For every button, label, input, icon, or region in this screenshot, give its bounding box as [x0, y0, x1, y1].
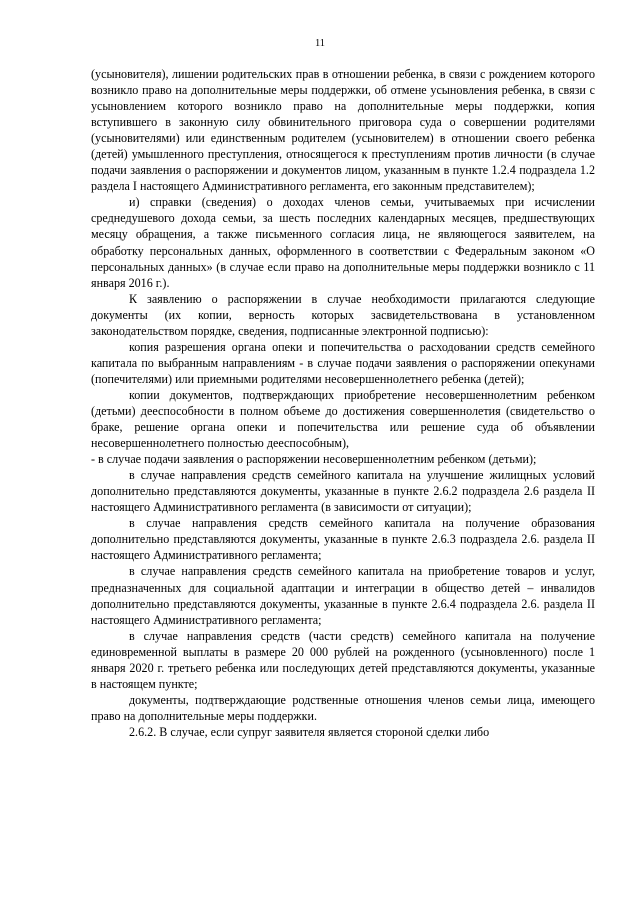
paragraph: - в случае подачи заявления о распоряжении несовершеннолетним ребенком (детьми);: [91, 452, 537, 467]
paragraph: копия разрешения органа опеки и попечительства о расходовании средств семейного капитала по выбранным направлениям - в случае подачи заявления о распоряжении опекунами (попечителями) или приемными родителями несовершеннолетнего ребенка (детей);: [91, 339, 595, 386]
page-number: 11: [314, 38, 326, 49]
paragraph: в случае направления средств семейного капитала на получение образования дополнительно представляются документы, указанные в пункте 2.6.3 подраздела 2.6. раздела II настоящего Административного регламента;: [91, 516, 595, 563]
paragraph: в случае направления средств семейного капитала на приобретение товаров и услуг, предназначенных для социальной адаптации и интеграции в общество детей – инвалидов дополнительно представляются документы, указанные в пункте 2.6.4 подраздела 2.6. раздела II настоящего Административного регламента;: [91, 564, 595, 627]
paragraph: (усыновителя), лишении родительских прав в отношении ребенка, в связи с рождением которого возникло право на дополнительные меры поддержки, об отмене усыновления ребенка, в связи с усыновлением которого возникло право на дополнительные меры поддержки, копия вступившего в законную силу обвинительного приговора суда о совершении родителями (усыновителями) или единственным родителем (усыновителем) в отношении своего ребенка (детей) умышленного преступления, относящегося к преступлениям против личности (в случае подачи заявления о распоряжении и документов лицом, указанным в пункте 1.2.4 подраздела 1.2 раздела I настоящего Административного регламента, его законным представителем);: [91, 67, 595, 194]
paragraph: в случае направления средств семейного капитала на улучшение жилищных условий дополнительно представляются документы, указанные в пункте 2.6.2 подраздела 2.6 раздела II настоящего Административного регламента (в зависимости от ситуации);: [91, 468, 595, 515]
paragraph: копии документов, подтверждающих приобретение несовершеннолетним ребенком (детьми) дееспособности в полном объеме до достижения совершеннолетия (свидетельство о браке, решение органа опеки и попечительства или решение суда об объявлении несовершеннолетнего полностью дееспособным),: [91, 387, 595, 451]
paragraph: и) справки (сведения) о доходах членов семьи, учитываемых при исчислении среднедушевого дохода семьи, за шесть последних календарных месяцев, предшествующих месяцу обращения, а также письменного согласия лица, не являющегося заявителем, на обработку персональных данных, оформленного в соответствии с Федеральным законом «О персональных данных» (в случае если право на дополнительные меры поддержки возникло с 11 января 2016 г.).: [91, 195, 595, 290]
document-body: [91, 66, 595, 740]
paragraph: в случае направления средств (части средств) семейного капитала на получение единовременной выплаты в размере 20 000 рублей на рожденного (усыновленного) после 1 января 2020 г. третьего ребенка или последующих детей представляются документы, указанные в настоящем пункте;: [91, 628, 595, 691]
paragraph: документы, подтверждающие родственные отношения членов семьи лица, имеющего право на дополнительные меры поддержки.: [91, 692, 595, 723]
paragraph: К заявлению о распоряжении в случае необходимости прилагаются следующие документы (их копии, верность которых засвидетельствована в установленном законодательством порядке, сведения, подписанные электронной подписью):: [91, 291, 595, 338]
paragraph: 2.6.2. В случае, если супруг заявителя является стороной сделки либо: [129, 724, 490, 739]
